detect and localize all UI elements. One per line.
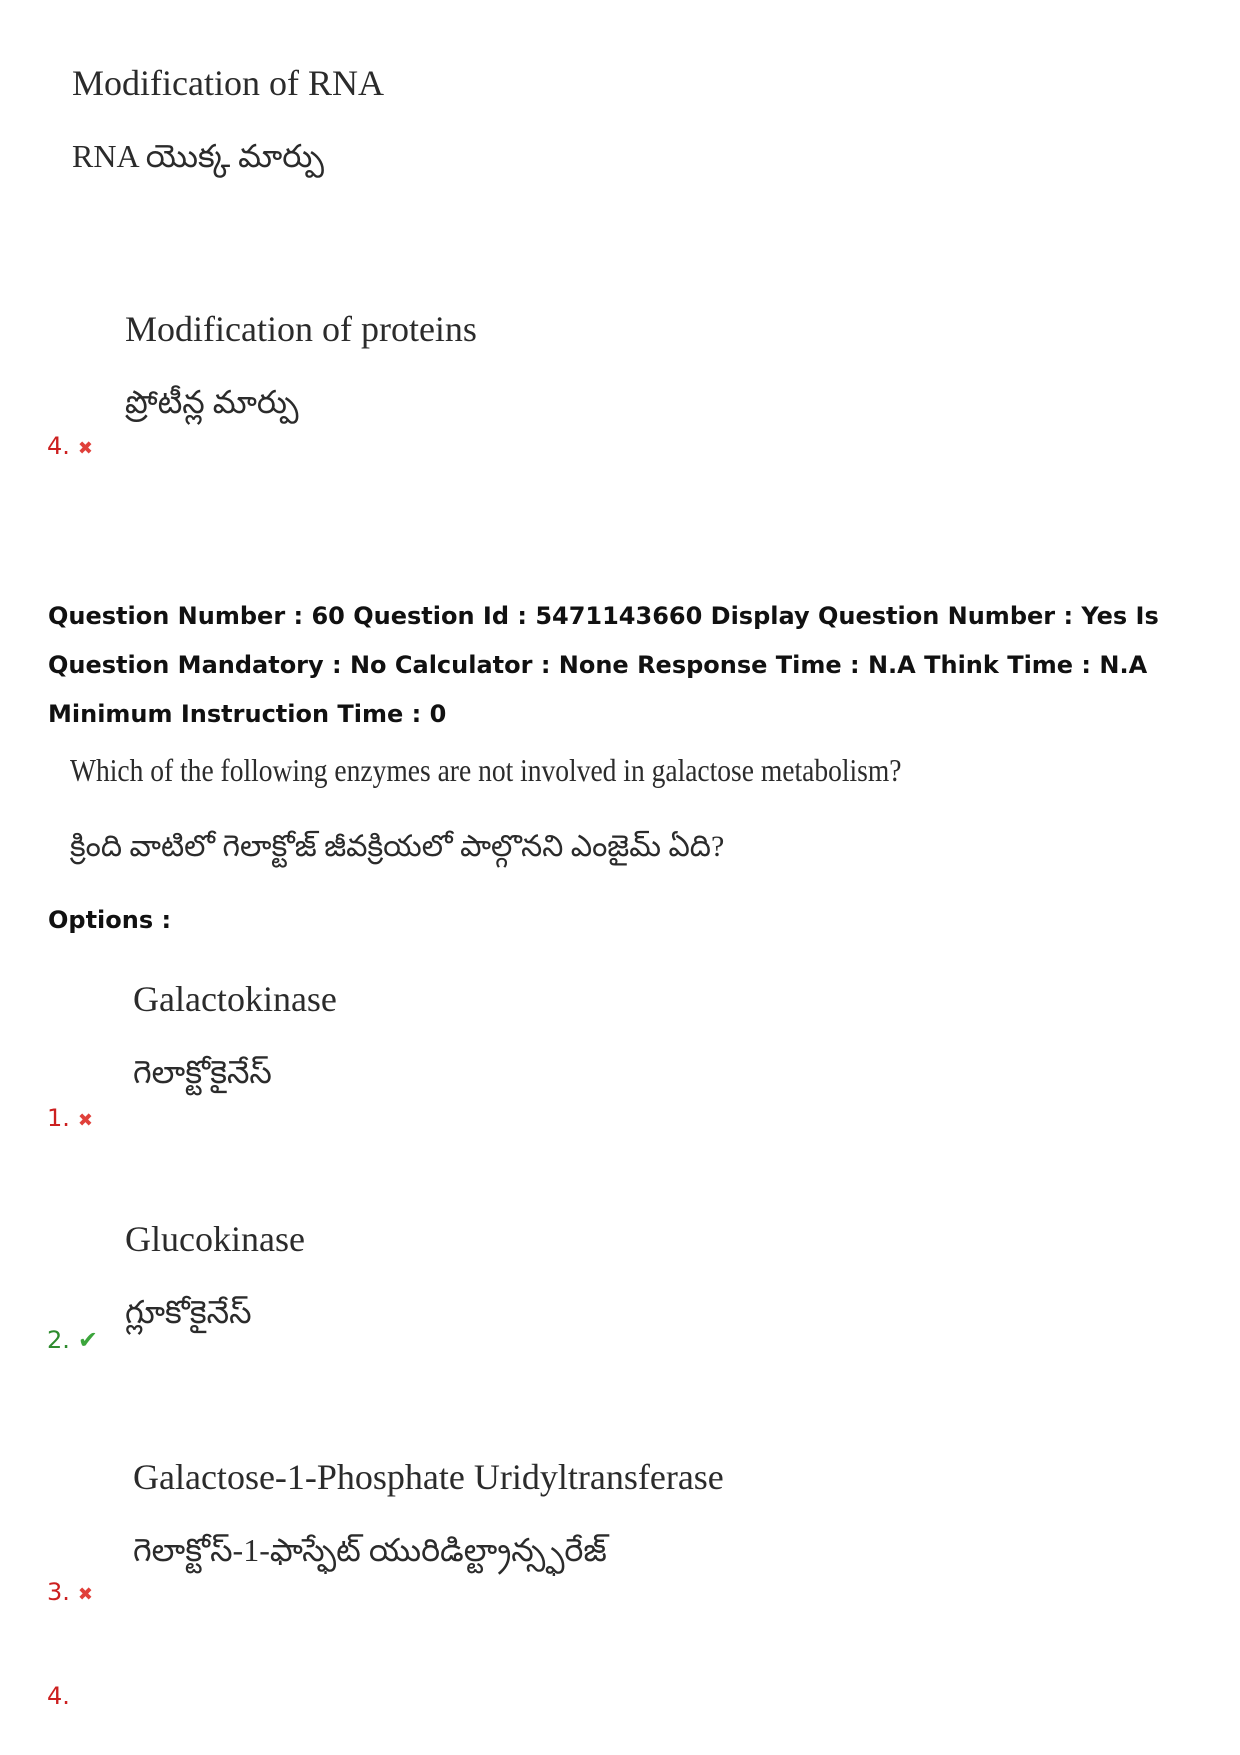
check-icon: ✔ <box>77 1327 99 1354</box>
prev-option4-english-text: Modification of proteins <box>125 309 477 349</box>
cross-icon: ✖ <box>77 1110 93 1130</box>
question-english-text: Which of the following enzymes are not involved in galactose metabolism? <box>70 752 902 788</box>
option3-telugu-text: గెలాక్టోస్-1-ఫాస్ఫేట్ యురిడిల్ట్రాన్స్ఫరేజ్ <box>133 1532 607 1568</box>
option3-english-text: Galactose-1-Phosphate Uridyltransferase <box>133 1457 724 1497</box>
option4-marker <box>47 1682 70 1710</box>
prev-option3-english-text: Modification of RNA <box>72 63 384 103</box>
cross-icon: ✖ <box>77 1584 93 1604</box>
question-telugu-text: క్రింది వాటిలో గెలాక్టోజ్ జీవక్రియలో పాల్గొనని ఎంజైమ్ ఏది? <box>70 830 725 863</box>
prev-option4-marker <box>47 432 93 460</box>
prev-option4-telugu-text: ప్రోటీన్ల మార్పు <box>125 384 299 420</box>
option3-number: 3. <box>47 1578 70 1606</box>
prev-option3-telugu-text: RNA యొక్క మార్పు <box>72 138 324 174</box>
option2-number: 2. <box>47 1326 70 1354</box>
option2-english-text: Glucokinase <box>125 1219 305 1259</box>
option1-marker <box>47 1104 93 1132</box>
question-metadata: Question Number : 60 Question Id : 5471143660 Display Question Number : Yes Is Question Mandatory : No Calculator : None Response Time : N.A Think Time : N.A Minimum Instruction Time : 0 <box>48 602 1159 728</box>
option1-number: 1. <box>47 1104 70 1132</box>
cross-icon: ✖ <box>77 438 93 458</box>
option3-marker <box>47 1578 93 1606</box>
options-label: Options : <box>48 906 172 934</box>
prev-option4-number: 4. <box>47 432 70 460</box>
option4-number: 4. <box>47 1682 70 1710</box>
option1-english-text: Galactokinase <box>133 979 337 1019</box>
option1-telugu-text: గెలాక్టోకైనేస్ <box>133 1054 272 1090</box>
option2-marker <box>47 1326 98 1355</box>
option2-telugu-text: గ్లూకోకైనేస్ <box>125 1294 252 1330</box>
